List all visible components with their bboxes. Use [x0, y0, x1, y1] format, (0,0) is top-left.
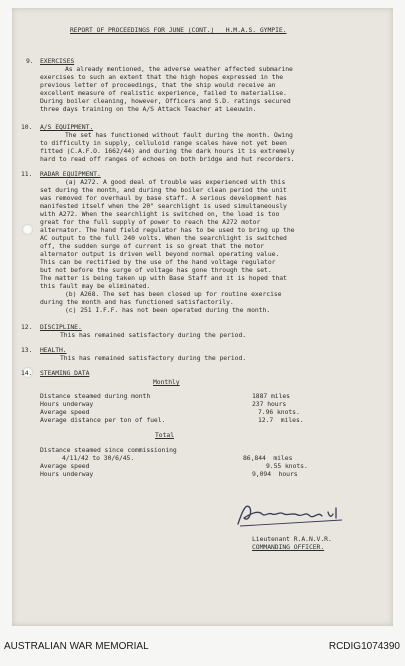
monthly-label: Average distance per ton of fuel.	[40, 416, 166, 424]
section-line: great for the full supply of power to reach the A272 motor	[40, 218, 261, 226]
section-line: AC output to the full 240 volts. When the searchlight is switched	[40, 234, 287, 242]
section-heading: EXERCISES	[40, 57, 75, 65]
signatory-rank: Lieutenant R.A.N.V.R.	[252, 535, 332, 543]
section-line: The matter is being taken up with Base Staff and it is hoped that	[40, 274, 287, 282]
section-line: hard to read off ranges of echoes on both bridge and hut recorders.	[40, 155, 295, 163]
section-number: 10.	[21, 123, 33, 131]
monthly-value: 7.96 knots.	[258, 408, 300, 416]
section-line: during the month and has functioned satisfactorily.	[40, 298, 234, 306]
section-number: 12.	[21, 323, 33, 331]
section-line: three days training on the A/S Attack Teacher at Leeuwin.	[40, 105, 257, 113]
section-line: previous letter of proceedings, that the ship would receive an	[40, 81, 276, 89]
section-line: off, the sudden surge of current is so great that the motor	[40, 242, 265, 250]
total-value: 9,094 hours	[252, 470, 298, 478]
total-label: 4/11/42 to 30/6/45.	[62, 454, 135, 462]
section-line: excellent measure of realistic experience, failed to materialise.	[40, 89, 287, 97]
section-line: was removed for overhaul by base staff. A serious development has	[40, 194, 287, 202]
section-line: fitted (C.A.F.O. 1662/44) and during the dark hours it is extremely	[40, 147, 295, 155]
monthly-value: 12.7 miles.	[258, 416, 304, 424]
signatory-title: COMMANDING OFFICER.	[252, 543, 325, 551]
section-line: (b) A268. The set has been closed up for routine exercise	[65, 290, 282, 298]
section-line: but not before the surge of voltage has gone through the set.	[40, 266, 272, 274]
total-value: 86,844 miles	[243, 454, 293, 462]
section-line: This has remained satisfactory during the period.	[60, 354, 247, 362]
section-number: 14.	[21, 369, 33, 377]
section-line: alternator. The hand field regulator has to be used to bring up the	[40, 226, 295, 234]
section-heading: RADAR EQUIPMENT.	[40, 170, 101, 178]
section-number: 9.	[26, 57, 34, 65]
section-line: exercises to such an extent that the high hopes expressed in the	[40, 73, 284, 81]
total-label: Average speed	[40, 462, 90, 470]
section-line: As already mentioned, the adverse weather affected submarine	[65, 65, 293, 73]
section-line: During boiler cleaning, however, Officers and S.D. ratings secured	[40, 97, 291, 105]
monthly-value: 1887 miles	[252, 392, 290, 400]
monthly-label: Average speed	[40, 408, 90, 416]
section-line: set during the month, and during the boiler clean period the unit	[40, 186, 287, 194]
punch-hole-top	[22, 224, 33, 235]
section-line: this fault may be eliminated.	[40, 282, 151, 290]
section-number: 11.	[21, 170, 33, 178]
section-number: 13.	[21, 346, 33, 354]
section-line: manifested itself when the 20" searchlight is used simultaneously	[40, 202, 287, 210]
monthly-value: 237 hours	[252, 400, 287, 408]
handwritten-signature	[232, 494, 352, 530]
report-header: REPORT OF PROCEEDINGS FOR JUNE (CONT.) H.M.A.S. GYMPIE.	[70, 26, 287, 34]
section-line: This has remained satisfactory during the period.	[60, 331, 247, 339]
section-heading: HEALTH.	[40, 346, 67, 354]
archive-name: AUSTRALIAN WAR MEMORIAL	[4, 641, 149, 652]
section-line: The set has functioned without fault during the month. Owing	[65, 131, 293, 139]
total-title: Total	[155, 431, 174, 439]
section-heading: A/S EQUIPMENT.	[40, 123, 94, 131]
section-line: (a) A272. A good deal of trouble was experienced with this	[65, 178, 286, 186]
section-line: to difficulty in supply, celluloid range scales have not yet been	[40, 139, 287, 147]
section-line: with A272. When the searchlight is switched on, the load is too	[40, 210, 280, 218]
section-heading: DISCIPLINE.	[40, 323, 82, 331]
monthly-title: Monthly	[153, 378, 180, 386]
monthly-label: Distance steamed during month	[40, 392, 151, 400]
section-line: alternator output is driven well beyond normal operating value.	[40, 250, 280, 258]
section-heading: STEAMING DATA	[40, 369, 90, 377]
section-line: This can be rectified by the use of the hand voltage regulator	[40, 258, 276, 266]
total-value: 9.55 knots.	[266, 462, 308, 470]
total-label: Distance steamed since commissioning	[40, 446, 177, 454]
monthly-label: Hours underway	[40, 400, 94, 408]
section-line: (c) 251 I.F.F. has not been operated during the month.	[65, 306, 271, 314]
archive-reference: RCDIG1074390	[328, 641, 400, 652]
total-label: Hours underway	[40, 470, 94, 478]
